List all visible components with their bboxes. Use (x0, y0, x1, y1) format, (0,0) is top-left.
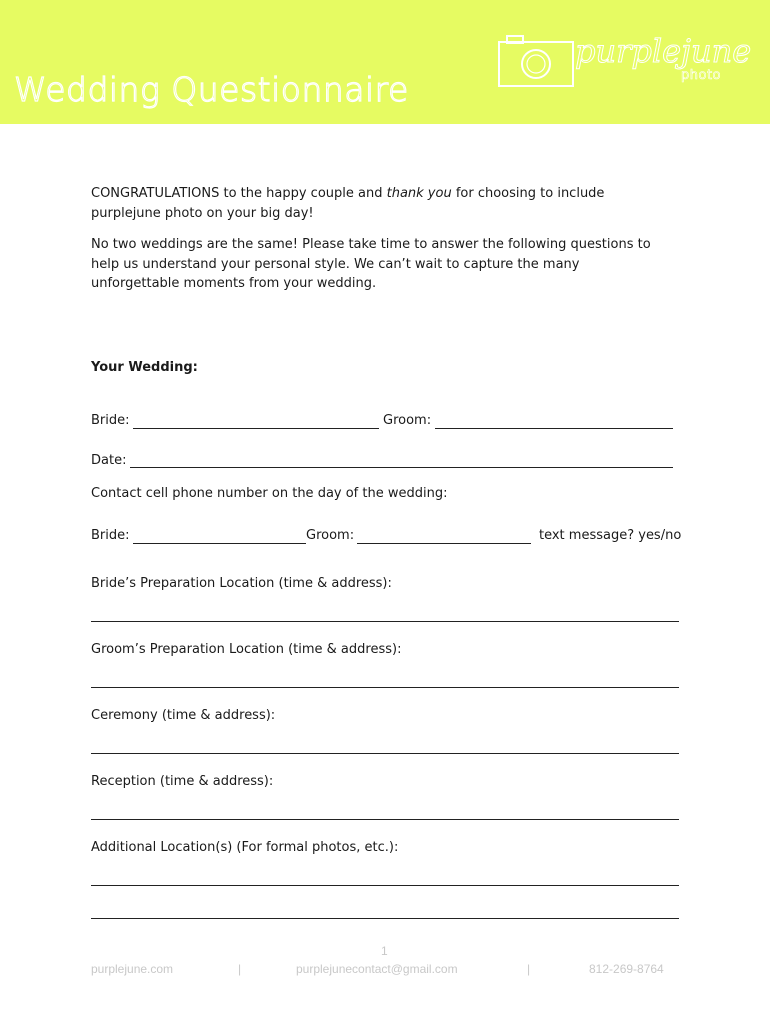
groom-label: Groom: (383, 413, 432, 428)
date-field[interactable] (130, 467, 673, 468)
intro-paragraph-2: No two weddings are the same! Please take time to answer the following questions to help us understand your personal style. We can’t wait to capture the many unforgettable moments from your wedding. (91, 237, 651, 291)
logo-subtitle: photo (681, 68, 721, 83)
groom-prep-label: Groom’s Preparation Location (time & address): (91, 642, 402, 657)
contact-prompt: Contact cell phone number on the day of the wedding: (91, 486, 448, 501)
footer-website: purplejune.com (91, 962, 174, 976)
logo (495, 22, 752, 97)
logo-name: purplejune (575, 32, 752, 70)
intro-emphasis: thank you (386, 186, 452, 201)
footer-separator-2: | (527, 962, 531, 976)
groom-prep-field[interactable] (91, 687, 679, 688)
page-title: Wedding Questionnaire (14, 70, 409, 109)
bride-prep-field[interactable] (91, 621, 679, 622)
intro-text-a: CONGRATULATIONS to the happy couple and (91, 186, 387, 201)
intro-text-b: for choosing to include purplejune photo on your big day! (91, 186, 605, 221)
date-label: Date: (91, 453, 127, 468)
additional-field-1[interactable] (91, 885, 679, 886)
ceremony-label: Ceremony (time & address): (91, 708, 276, 723)
bride-label: Bride: (91, 413, 130, 428)
camera-icon (495, 28, 575, 90)
section-title: Your Wedding: (91, 360, 198, 375)
groom-name-field[interactable] (435, 428, 673, 429)
header-band (0, 0, 770, 124)
intro-paragraph-1 (91, 184, 651, 223)
additional-field-2[interactable] (91, 918, 679, 919)
reception-field[interactable] (91, 819, 679, 820)
footer-email: purplejunecontact@gmail.com (296, 962, 458, 976)
footer-separator-1: | (238, 962, 242, 976)
text-message-option[interactable]: text message? yes/no (539, 528, 682, 543)
bride-name-field[interactable] (133, 428, 379, 429)
bride-prep-label: Bride’s Preparation Location (time & address): (91, 576, 392, 591)
ceremony-field[interactable] (91, 753, 679, 754)
bride-phone-label: Bride: (91, 528, 130, 543)
reception-label: Reception (time & address): (91, 774, 274, 789)
page-number: 1 (381, 944, 388, 958)
additional-label: Additional Location(s) (For formal photos, etc.): (91, 840, 399, 855)
groom-phone-field[interactable] (357, 543, 531, 544)
bride-phone-field[interactable] (133, 543, 306, 544)
footer-phone: 812-269-8764 (589, 962, 664, 976)
groom-phone-label: Groom: (306, 528, 355, 543)
